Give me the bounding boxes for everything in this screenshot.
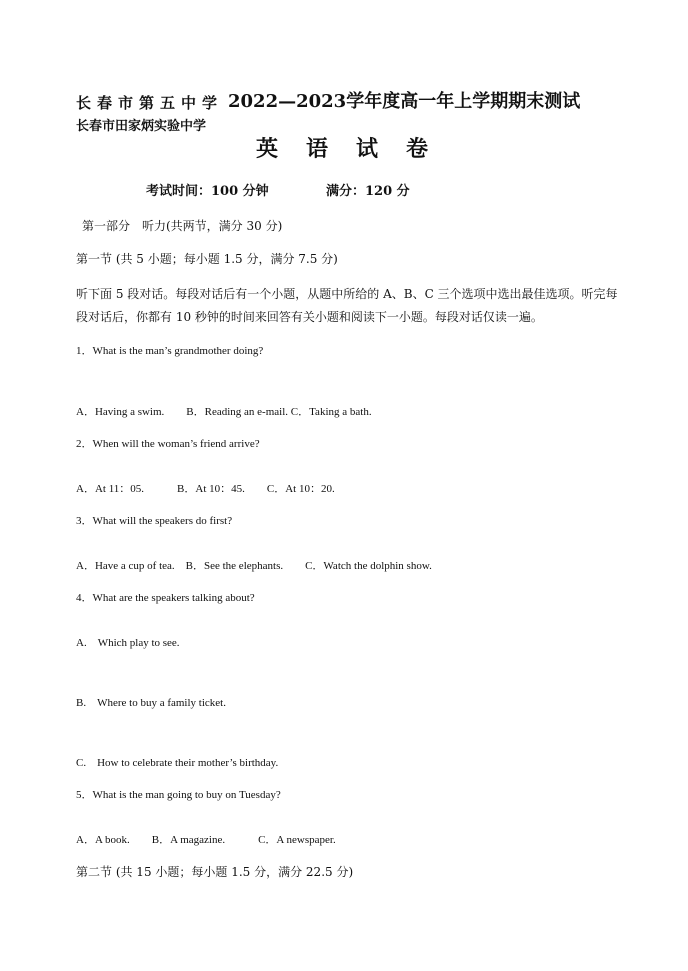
exam-time: 考试时间：100 分钟 — [146, 184, 269, 199]
question-3-stem: 3．What will the speakers do first? — [76, 515, 233, 527]
section-1-title: 第一节 (共 5 小题；每小题 1.5 分，满分 7.5 分) — [76, 252, 338, 266]
question-4-option-b: B. Where to buy a family ticket. — [76, 697, 226, 709]
school-name-1: 长春市第五中学 — [76, 94, 224, 112]
question-2-options: A．At 11：05. B．At 10：45. C．At 10：20. — [76, 483, 335, 495]
question-4-option-c: C. How to celebrate their mother’s birthday. — [76, 757, 279, 769]
question-3-options: A．Have a cup of tea. B．See the elephants. C．Watch the dolphin show. — [76, 560, 432, 572]
question-5-stem: 5．What is the man going to buy on Tuesday? — [76, 789, 281, 801]
question-4-option-a: A. Which play to see. — [76, 637, 180, 649]
question-1-stem: 1．What is the man’s grandmother doing? — [76, 345, 264, 357]
section-2-title: 第二节 (共 15 小题；每小题 1.5 分，满分 22.5 分) — [76, 865, 354, 879]
question-1-options: A．Having a swim. B．Reading an e-mail. C．Taking a bath. — [76, 406, 372, 418]
subject-title: 英语试卷 — [256, 136, 457, 162]
question-4-stem: 4．What are the speakers talking about? — [76, 592, 255, 604]
question-2-stem: 2．When will the woman’s friend arrive? — [76, 438, 260, 450]
part-title: 第一部分 听力(共两节，满分 30 分) — [82, 219, 283, 233]
question-5-options: A．A book. B．A magazine. C．A newspaper. — [76, 834, 336, 846]
full-score: 满分：120 分 — [326, 184, 410, 199]
section-1-instructions: 听下面 5 段对话。每段对话后有一个小题，从题中所给的 A、B、C 三个选项中选出最佳选项。听完每段对话后，你都有 10 秒钟的时间来回答有关小题和阅读下一小题。每段对话仅读一遍。 — [76, 287, 618, 324]
exam-title: 2022—2023学年度高一年上学期期末测试 — [228, 91, 581, 112]
school-name-2: 长春市田家炳实验中学 — [76, 119, 207, 134]
